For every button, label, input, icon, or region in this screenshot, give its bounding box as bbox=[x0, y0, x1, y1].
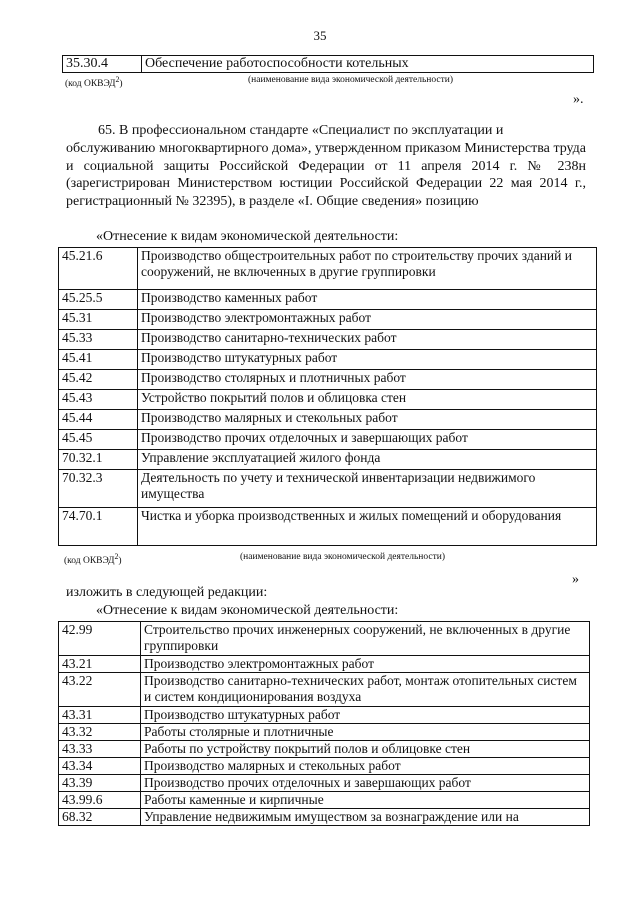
table-row bbox=[59, 330, 597, 350]
page-number: 35 bbox=[313, 28, 327, 43]
paragraph-65-body: обслуживанию многоквартирного дома», утвержденном приказом Министерства труда и социальной защиты Российской Федерации от 11 апреля 2014 г. № 238н (зарегистрирован Министерством юстиции Российской Федерации 22 мая 2014 г., регистрационный № 32395), в разделе «I. Общие сведения» позицию bbox=[66, 141, 586, 209]
table-row bbox=[59, 758, 590, 775]
new-okved-table bbox=[58, 621, 590, 826]
table-row bbox=[59, 775, 590, 792]
okved-code: 35.30.4 bbox=[63, 56, 142, 73]
okved-name: Обеспечение работоспособности котельных bbox=[142, 56, 594, 73]
okved-code: 45.43 bbox=[59, 390, 138, 410]
caption-code-text: (код ОКВЭД bbox=[64, 556, 115, 567]
table-row bbox=[59, 248, 597, 290]
caption-code-2 bbox=[64, 552, 122, 566]
okved-code: 43.33 bbox=[59, 741, 141, 758]
okved-name: Работы столярные и плотничные bbox=[141, 724, 590, 741]
top-okved-table bbox=[62, 55, 594, 73]
paragraph-65-first-line: 65. В профессиональном стандарте «Специалист по эксплуатации и bbox=[98, 123, 504, 138]
okved-name: Работы каменные и кирпичные bbox=[141, 792, 590, 809]
okved-name: Устройство покрытий полов и облицовка стен bbox=[138, 390, 597, 410]
okved-code: 45.45 bbox=[59, 430, 138, 450]
table-row bbox=[59, 673, 590, 707]
table-row bbox=[59, 390, 597, 410]
okved-name: Строительство прочих инженерных сооружений, не включенных в другие группировки bbox=[141, 622, 590, 656]
table-row bbox=[59, 310, 597, 330]
okved-code: 43.32 bbox=[59, 724, 141, 741]
okved-code: 45.25.5 bbox=[59, 290, 138, 310]
okved-code: 43.21 bbox=[59, 656, 141, 673]
okved-code: 43.39 bbox=[59, 775, 141, 792]
new-edition-text: изложить в следующей редакции: bbox=[66, 585, 268, 600]
caption-code-text: (код ОКВЭД bbox=[65, 79, 116, 90]
caption-code-close: ) bbox=[119, 79, 123, 90]
caption-sup: 2 bbox=[115, 75, 120, 84]
okved-code: 45.44 bbox=[59, 410, 138, 430]
caption-code bbox=[65, 75, 123, 89]
table-row bbox=[63, 56, 594, 73]
caption-name: (наименование вида экономической деятельности) bbox=[248, 75, 453, 85]
okved-code: 68.32 bbox=[59, 809, 141, 826]
okved-name: Производство штукатурных работ bbox=[141, 707, 590, 724]
okved-name: Управление эксплуатацией жилого фонда bbox=[138, 450, 597, 470]
okved-name: Управление недвижимым имуществом за вознаграждение или на bbox=[141, 809, 590, 826]
okved-name: Производство штукатурных работ bbox=[138, 350, 597, 370]
okved-name: Деятельность по учету и технической инвентаризации недвижимого имущества bbox=[138, 470, 597, 508]
okved-code: 74.70.1 bbox=[59, 508, 138, 546]
table-row bbox=[59, 622, 590, 656]
okved-name: Производство каменных работ bbox=[138, 290, 597, 310]
okved-code: 43.22 bbox=[59, 673, 141, 707]
okved-code: 43.31 bbox=[59, 707, 141, 724]
caption-sup: 2 bbox=[114, 552, 119, 561]
old-okved-table bbox=[58, 247, 597, 546]
okved-code: 43.99.6 bbox=[59, 792, 141, 809]
okved-name: Производство малярных и стекольных работ bbox=[141, 758, 590, 775]
table-row bbox=[59, 350, 597, 370]
table-row bbox=[59, 792, 590, 809]
okved-name: Производство санитарно-технических работ, монтаж отопительных систем и систем кондиционирования воздуха bbox=[141, 673, 590, 707]
okved-code: 70.32.1 bbox=[59, 450, 138, 470]
okved-name: Производство прочих отделочных и завершающих работ bbox=[138, 430, 597, 450]
table-row bbox=[59, 508, 597, 546]
okved-name: Производство электромонтажных работ bbox=[138, 310, 597, 330]
okved-name: Производство электромонтажных работ bbox=[141, 656, 590, 673]
okved-code: 45.21.6 bbox=[59, 248, 138, 290]
closing-quote-dot: ». bbox=[573, 92, 584, 107]
okved-name: Производство столярных и плотничных работ bbox=[138, 370, 597, 390]
okved-code: 45.42 bbox=[59, 370, 138, 390]
table-row bbox=[59, 450, 597, 470]
okved-name: Чистка и уборка производственных и жилых помещений и оборудования bbox=[138, 508, 597, 546]
table-row bbox=[59, 707, 590, 724]
table-row bbox=[59, 724, 590, 741]
table-row bbox=[59, 656, 590, 673]
table-row bbox=[59, 470, 597, 508]
okved-name: Работы по устройству покрытий полов и облицовке стен bbox=[141, 741, 590, 758]
table-row bbox=[59, 410, 597, 430]
table-row bbox=[59, 370, 597, 390]
closing-quote: » bbox=[572, 572, 579, 587]
caption-code-close: ) bbox=[118, 556, 122, 567]
relation-heading-2: «Отнесение к видам экономической деятельности: bbox=[96, 603, 399, 618]
okved-code: 45.41 bbox=[59, 350, 138, 370]
table-row bbox=[59, 741, 590, 758]
okved-code: 45.33 bbox=[59, 330, 138, 350]
okved-code: 43.34 bbox=[59, 758, 141, 775]
caption-name-2: (наименование вида экономической деятельности) bbox=[240, 552, 445, 562]
okved-code: 45.31 bbox=[59, 310, 138, 330]
table-row bbox=[59, 809, 590, 826]
table-row bbox=[59, 290, 597, 310]
okved-code: 42.99 bbox=[59, 622, 141, 656]
okved-code: 70.32.3 bbox=[59, 470, 138, 508]
okved-name: Производство малярных и стекольных работ bbox=[138, 410, 597, 430]
relation-heading: «Отнесение к видам экономической деятельности: bbox=[96, 229, 399, 244]
okved-name: Производство общестроительных работ по строительству прочих зданий и сооружений, не включенных в другие группировки bbox=[138, 248, 597, 290]
table-row bbox=[59, 430, 597, 450]
okved-name: Производство прочих отделочных и завершающих работ bbox=[141, 775, 590, 792]
okved-name: Производство санитарно-технических работ bbox=[138, 330, 597, 350]
